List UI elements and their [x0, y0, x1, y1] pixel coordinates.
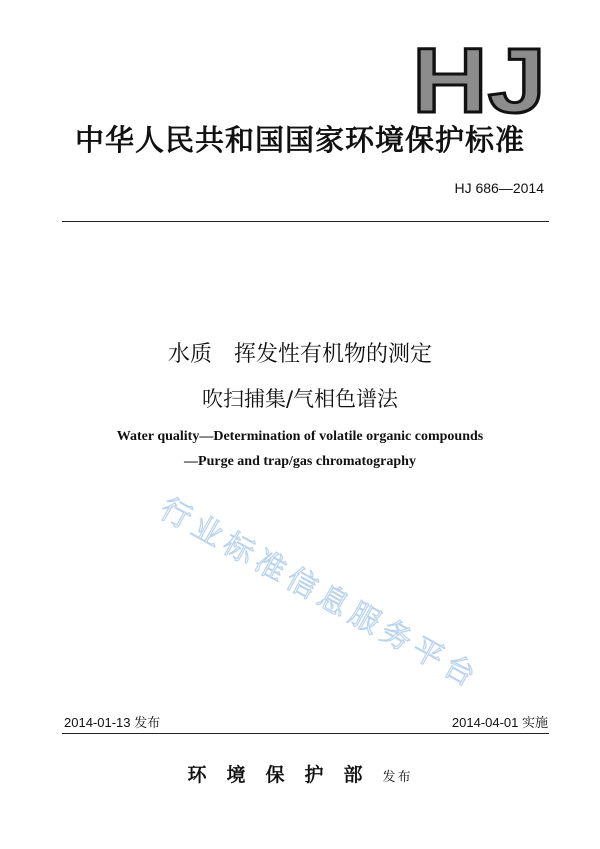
document-subtitle: 吹扫捕集/气相色谱法	[201, 387, 399, 411]
english-title: Water quality—Determination of volatile organic compounds	[116, 429, 484, 444]
header-divider	[62, 221, 549, 222]
publisher-line	[0, 760, 600, 787]
publisher-name: 环境保护部	[187, 764, 383, 786]
footer-divider	[62, 733, 549, 734]
hj-logo	[410, 38, 550, 118]
logo-text: HJ	[412, 38, 546, 118]
effective-date: 2014-04-01 实施	[451, 715, 548, 730]
standard-code: HJ 686—2014	[454, 180, 544, 196]
issuing-organization: 中华人民共和国国家环境保护标准	[74, 123, 525, 157]
document-title: 水质 挥发性有机物的测定	[167, 342, 432, 367]
publisher-action: 发布	[382, 770, 413, 785]
watermark-text: 行业标准信息服务平台	[154, 491, 486, 697]
english-subtitle: —Purge and trap/gas chromatography	[184, 454, 416, 469]
issue-date: 2014-01-13 发布	[64, 715, 161, 730]
